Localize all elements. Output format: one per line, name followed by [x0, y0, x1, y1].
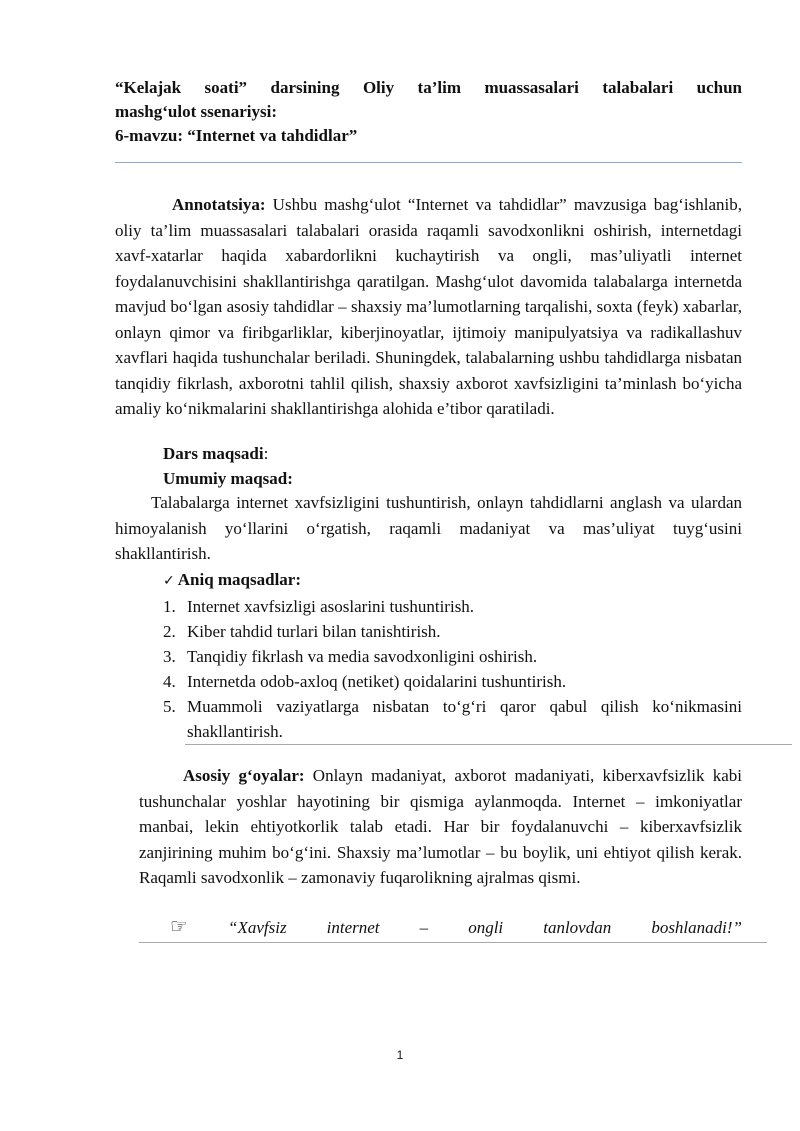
- document-title: [115, 76, 742, 148]
- quote-divider: [139, 942, 767, 943]
- annotation-label: Annotatsiya:: [172, 195, 266, 214]
- lesson-goal-colon: :: [263, 444, 269, 463]
- lesson-goal-label: Dars maqsadi: [163, 444, 264, 463]
- lesson-goal-heading: [163, 442, 268, 466]
- title-line-2: mashg‘ulot ssenariysi:: [115, 102, 277, 121]
- quote-word: boshlanadi!”: [651, 918, 742, 937]
- main-ideas-paragraph: [139, 763, 742, 891]
- main-ideas-text: Onlayn madaniyat, axborot madaniyati, kiberxavfsizlik kabi tushunchalar yoshlar hayotining bir qismiga aylanmoqda. Internet – imkoniyatlar manbai, lekin ehtiyotkorlik talab etadi. Har bir foydalanuvchi – kiberxavfsizlik zanjirining muhim bo‘g‘ini. Shaxsiy ma’lumotlar – bu boylik, uni ehtiyot qilish kerak. Raqamli savodxonlik – zamonaviy fuqarolikning ajralmas qismi.: [139, 766, 743, 887]
- quote-word: internet: [326, 918, 380, 937]
- quote-word: –: [419, 918, 429, 937]
- general-goal-text: Talabalarga internet xavfsizligini tushuntirish, onlayn tahdidlarni anglash va ulardan himoyalanish yo‘llarini o‘rgatish, raqamli madaniyat va mas’uliyat tuyg‘usini shakllantirish.: [115, 493, 742, 563]
- specific-goals-list: [163, 594, 742, 744]
- goal-item-text: Tanqidiy fikrlash va media savodxonligini oshirish.: [187, 647, 538, 666]
- quote-word: ongli: [468, 918, 504, 937]
- annotation-paragraph: [115, 192, 742, 422]
- slogan-quote: [170, 913, 742, 941]
- goal-list-item: [163, 619, 742, 644]
- annotation-text: Ushbu mashg‘ulot “Internet va tahdidlar” mavzusiga bag‘ishlanib, oliy ta’lim muassasalari talabalari orasida raqamli savodxonlikni oshirish, internetdagi xavf-xatarlar haqida xabardorlikni kuchaytirish va ongli, mas’uliyatli internet foydalanuvchisini shakllantirishga qaratilgan. Mashg‘ulot davomida talabalarga internetda mavjud bo‘lgan asosiy tahdidlar – shaxsiy ma’lumotlarning tarqalishi, soxta (feyk) xabarlar, onlayn qimor va firibgarliklar, kiberjinoyatlar, ijtimoiy manipulyatsiya va radikallashuv xavflari haqida tushunchalar beriladi. Shuningdek, talabalarning ushbu tahdidlarga nisbatan tanqidiy fikrlash, axborotni tahlil qilish, shaxsiy axborot xavfsizligini ta’minlash bo‘yicha amaliy ko‘nikmalarini shakllantirishga alohida e’tibor qaratiladi.: [115, 195, 742, 418]
- page-number: 1: [396, 1048, 404, 1062]
- goal-item-text: Internetda odob-axloq (netiket) qoidalarini tushuntirish.: [187, 672, 567, 691]
- goal-list-item: [163, 694, 742, 744]
- goal-item-number: 2.: [163, 622, 176, 641]
- goal-item-text: Kiber tahdid turlari bilan tanishtirish.: [187, 622, 441, 641]
- main-ideas-label: Asosiy g‘oyalar:: [183, 766, 305, 785]
- pointing-hand-icon: ☞: [170, 914, 188, 938]
- title-line-1: “Kelajak soati” darsining Oliy ta’lim muassasalari talabalari uchun: [115, 78, 742, 97]
- section-divider: [185, 744, 792, 745]
- goal-item-number: 4.: [163, 672, 176, 691]
- quote-word: tanlovdan: [543, 918, 612, 937]
- quote-word: “Xavfsiz: [228, 918, 287, 937]
- title-line-3: 6-mavzu: “Internet va tahdidlar”: [115, 126, 358, 145]
- specific-goals-heading: [163, 568, 301, 593]
- goal-item-number: 3.: [163, 647, 176, 666]
- title-divider: [115, 162, 742, 163]
- specific-goals-label: Aniq maqsadlar:: [177, 570, 302, 589]
- goal-item-text: Internet xavfsizligi asoslarini tushuntirish.: [187, 597, 475, 616]
- goal-item-text: Muammoli vaziyatlarga nisbatan to‘g‘ri qaror qabul qilish ko‘nikmasini shakllantirish.: [187, 697, 742, 741]
- goal-list-item: [163, 594, 742, 619]
- checkmark-icon: ✓: [163, 573, 175, 589]
- goal-list-item: [163, 644, 742, 669]
- general-goal-heading: Umumiy maqsad:: [163, 469, 293, 488]
- goal-list-item: [163, 669, 742, 694]
- goal-item-number: 5.: [163, 697, 176, 716]
- goal-item-number: 1.: [163, 597, 176, 616]
